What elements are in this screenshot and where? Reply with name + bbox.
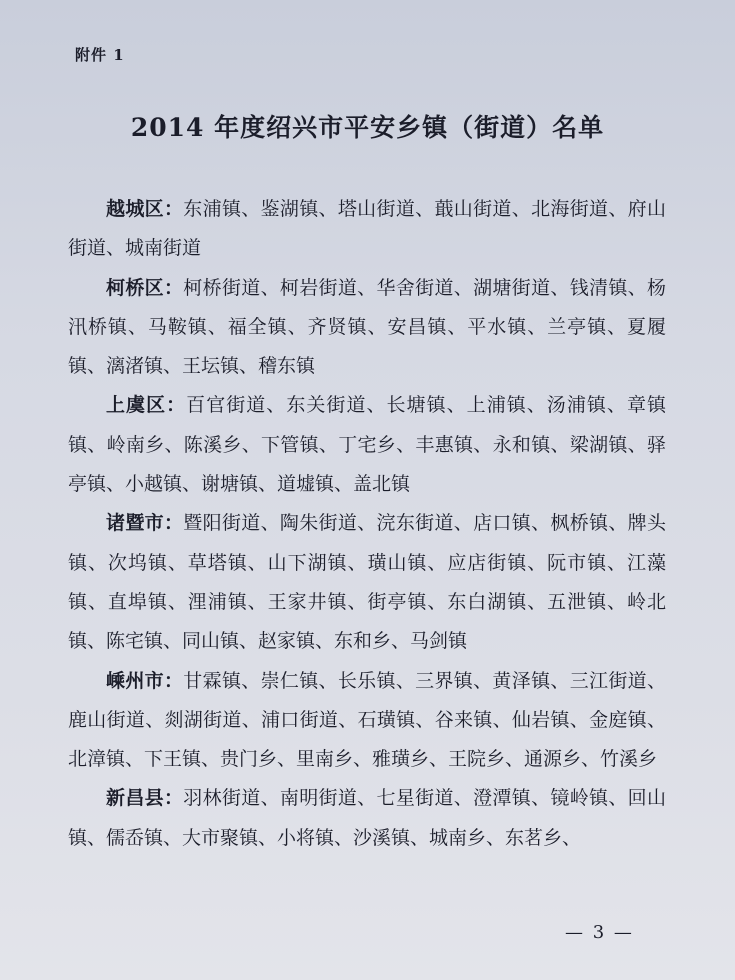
region-towns: 柯桥街道、柯岩街道、华舍街道、湖塘街道、钱清镇、杨汛桥镇、马鞍镇、福全镇、齐贤镇、安昌镇、平水镇、兰亭镇、夏履镇、漓渚镇、王坛镇、稽东镇 [68, 276, 666, 378]
attachment-label: 附件 1 [75, 46, 125, 64]
region-paragraph-zhuji [68, 504, 666, 661]
region-name: 新昌县： [106, 787, 184, 810]
region-paragraph-keqiao [68, 269, 666, 387]
region-name: 柯桥区： [106, 276, 184, 299]
region-towns: 东浦镇、鉴湖镇、塔山街道、蕺山街道、北海街道、府山街道、城南街道 [68, 198, 666, 260]
region-name: 嵊州市： [106, 669, 184, 692]
region-list [68, 190, 666, 858]
region-name: 上虞区： [106, 394, 187, 417]
region-name: 诸暨市： [106, 512, 184, 535]
region-towns: 甘霖镇、崇仁镇、长乐镇、三界镇、黄泽镇、三江街道、鹿山街道、剡湖街道、浦口街道、石璜镇、谷来镇、仙岩镇、金庭镇、北漳镇、下王镇、贵门乡、里南乡、雅璜乡、王院乡、通源乡、竹溪乡 [68, 669, 666, 771]
document-title: 2014 年度绍兴市平安乡镇（街道）名单 [130, 113, 605, 142]
region-towns: 羽林街道、南明街道、七星街道、澄潭镇、镜岭镇、回山镇、儒岙镇、大市聚镇、小将镇、沙溪镇、城南乡、东茗乡、 [68, 787, 666, 849]
region-towns: 暨阳街道、陶朱街道、浣东街道、店口镇、枫桥镇、牌头镇、次坞镇、草塔镇、山下湖镇、璜山镇、应店街镇、阮市镇、江藻镇、直埠镇、浬浦镇、王家井镇、街亭镇、东白湖镇、五泄镇、岭北镇、陈宅镇、同山镇、赵家镇、东和乡、马剑镇 [68, 512, 666, 653]
page-number: — 3 — [565, 922, 634, 943]
region-paragraph-shengzhou [68, 662, 666, 780]
region-name: 越城区： [106, 198, 184, 220]
region-towns: 百官街道、东关街道、长塘镇、上浦镇、汤浦镇、章镇镇、岭南乡、陈溪乡、下管镇、丁宅乡、丰惠镇、永和镇、梁湖镇、驿亭镇、小越镇、谢塘镇、道墟镇、盖北镇 [68, 394, 666, 496]
region-paragraph-yuecheng [68, 190, 666, 269]
region-paragraph-shangyu [68, 386, 666, 504]
region-paragraph-xinchang [68, 779, 666, 858]
